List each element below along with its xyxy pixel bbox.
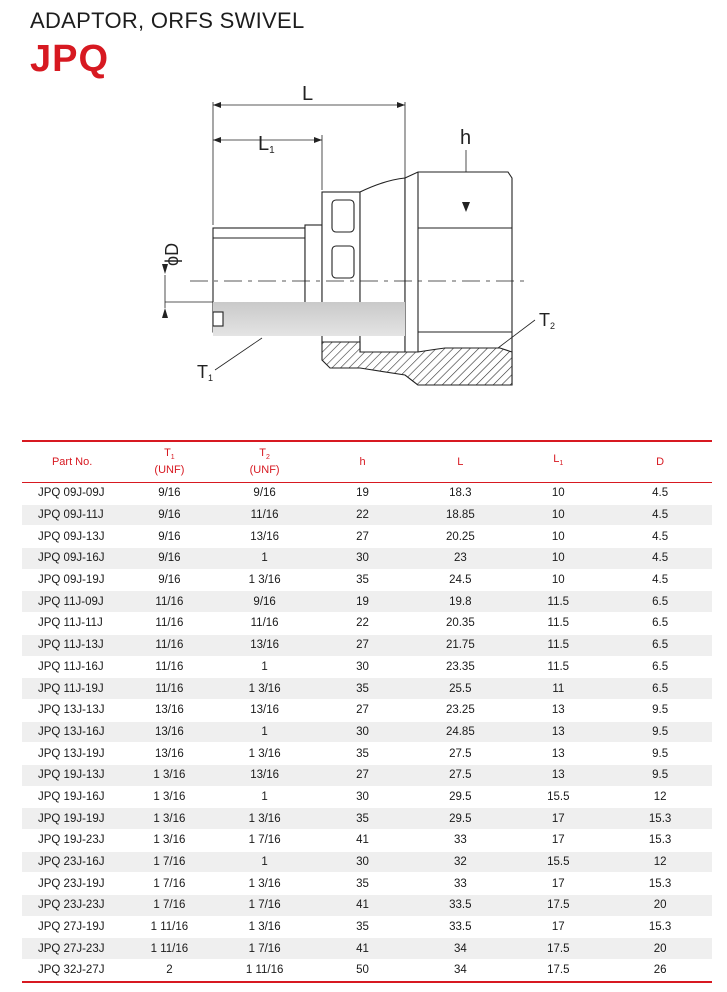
table-cell: JPQ 13J-16J — [22, 721, 122, 743]
table-cell: 11.5 — [508, 634, 608, 656]
table-cell: 1 7/16 — [122, 873, 216, 895]
table-cell: 22 — [313, 613, 413, 635]
col-d: D — [608, 441, 712, 483]
col-t1: $T_1$ (UNF) — [122, 441, 216, 483]
table-cell: 20.25 — [412, 526, 508, 548]
product-subtitle: ADAPTOR, ORFS SWIVEL — [30, 8, 305, 33]
table-cell: 32 — [412, 851, 508, 873]
table-cell: 50 — [313, 960, 413, 982]
table-cell: 24.85 — [412, 721, 508, 743]
table-cell: 4.5 — [608, 483, 712, 505]
table-cell: 15.5 — [508, 851, 608, 873]
table-cell: 30 — [313, 851, 413, 873]
table-cell: 19 — [313, 591, 413, 613]
table-cell: 20 — [608, 895, 712, 917]
table-cell: 6.5 — [608, 613, 712, 635]
table-cell: 35 — [313, 808, 413, 830]
table-cell: 6.5 — [608, 678, 712, 700]
table-cell: 29.5 — [412, 808, 508, 830]
table-cell: 1 7/16 — [122, 895, 216, 917]
label-D: ϕD — [162, 242, 182, 266]
table-cell: 4.5 — [608, 548, 712, 570]
table-cell: 9/16 — [122, 483, 216, 505]
table-cell: 1 3/16 — [217, 743, 313, 765]
table-cell: JPQ 19J-13J — [22, 764, 122, 786]
table-cell: 9/16 — [122, 504, 216, 526]
table-cell: 23.25 — [412, 699, 508, 721]
col-l: L — [412, 441, 508, 483]
table-row — [22, 699, 712, 721]
table-cell: 11/16 — [122, 591, 216, 613]
table-cell: 1 — [217, 786, 313, 808]
table-cell: 13 — [508, 721, 608, 743]
table-cell: 23 — [412, 548, 508, 570]
table-cell: 19 — [313, 483, 413, 505]
table-row — [22, 916, 712, 938]
table-cell: 1 — [217, 548, 313, 570]
label-L1: L1 — [258, 133, 275, 156]
table-cell: 9.5 — [608, 721, 712, 743]
table-cell: 33.5 — [412, 895, 508, 917]
table-cell: JPQ 09J-11J — [22, 504, 122, 526]
table-row — [22, 634, 712, 656]
table-cell: 6.5 — [608, 634, 712, 656]
table-cell: 27 — [313, 634, 413, 656]
table-cell: 11/16 — [217, 613, 313, 635]
table-cell: JPQ 09J-13J — [22, 526, 122, 548]
table-row — [22, 938, 712, 960]
table-cell: 11.5 — [508, 591, 608, 613]
col-part-no: Part No. — [22, 441, 122, 483]
table-cell: 11/16 — [122, 613, 216, 635]
table-cell: 13 — [508, 699, 608, 721]
table-cell: 9.5 — [608, 743, 712, 765]
table-row — [22, 830, 712, 852]
specification-table — [22, 440, 712, 983]
table-cell: 1 3/16 — [217, 916, 313, 938]
table-cell: 13 — [508, 743, 608, 765]
table-row — [22, 591, 712, 613]
table-row — [22, 721, 712, 743]
table-row — [22, 569, 712, 591]
table-cell: 9.5 — [608, 699, 712, 721]
technical-drawing — [0, 80, 727, 420]
table-cell: 1 11/16 — [122, 916, 216, 938]
table-row — [22, 764, 712, 786]
table-row — [22, 526, 712, 548]
table-cell: JPQ 11J-16J — [22, 656, 122, 678]
table-cell: JPQ 23J-19J — [22, 873, 122, 895]
table-cell: 10 — [508, 483, 608, 505]
table-cell: 24.5 — [412, 569, 508, 591]
table-cell: 19.8 — [412, 591, 508, 613]
table-row — [22, 678, 712, 700]
table-cell: 9/16 — [122, 569, 216, 591]
table-cell: JPQ 27J-23J — [22, 938, 122, 960]
table-cell: 10 — [508, 526, 608, 548]
table-cell: 21.75 — [412, 634, 508, 656]
table-cell: 15.3 — [608, 830, 712, 852]
table-row — [22, 504, 712, 526]
table-cell: 25.5 — [412, 678, 508, 700]
table-cell: 27 — [313, 764, 413, 786]
table-cell: 12 — [608, 786, 712, 808]
table-cell: 20 — [608, 938, 712, 960]
table-cell: 13/16 — [217, 526, 313, 548]
table-cell: 29.5 — [412, 786, 508, 808]
table-cell: 35 — [313, 743, 413, 765]
table-cell: 15.3 — [608, 916, 712, 938]
table-cell: 33 — [412, 873, 508, 895]
table-cell: 1 7/16 — [217, 895, 313, 917]
table-cell: JPQ 23J-23J — [22, 895, 122, 917]
table-cell: 1 3/16 — [122, 830, 216, 852]
table-row — [22, 786, 712, 808]
table-cell: 17 — [508, 830, 608, 852]
table-cell: JPQ 11J-09J — [22, 591, 122, 613]
table-cell: 11/16 — [122, 634, 216, 656]
table-cell: 6.5 — [608, 656, 712, 678]
table-cell: 17 — [508, 808, 608, 830]
table-cell: 9/16 — [122, 526, 216, 548]
table-cell: JPQ 09J-19J — [22, 569, 122, 591]
table-cell: 17.5 — [508, 960, 608, 982]
table-cell: 17 — [508, 916, 608, 938]
table-cell: 30 — [313, 656, 413, 678]
table-cell: 27.5 — [412, 764, 508, 786]
table-cell: 6.5 — [608, 591, 712, 613]
col-h: h — [313, 441, 413, 483]
col-t2: $T_2$ (UNF) — [217, 441, 313, 483]
table-cell: 10 — [508, 504, 608, 526]
table-cell: 1 7/16 — [217, 830, 313, 852]
table-cell: 20.35 — [412, 613, 508, 635]
table-row — [22, 873, 712, 895]
table-cell: 1 3/16 — [122, 808, 216, 830]
table-row — [22, 960, 712, 982]
table-cell: 1 3/16 — [217, 678, 313, 700]
table-cell: 13/16 — [217, 699, 313, 721]
table-cell: JPQ 09J-09J — [22, 483, 122, 505]
table-cell: JPQ 09J-16J — [22, 548, 122, 570]
table-cell: 18.85 — [412, 504, 508, 526]
table-cell: 10 — [508, 548, 608, 570]
table-cell: 41 — [313, 895, 413, 917]
table-cell: 1 3/16 — [217, 808, 313, 830]
table-cell: JPQ 27J-19J — [22, 916, 122, 938]
table-cell: 11/16 — [217, 504, 313, 526]
table-row — [22, 808, 712, 830]
table-cell: 9/16 — [217, 591, 313, 613]
table-cell: 1 7/16 — [122, 851, 216, 873]
table-cell: 22 — [313, 504, 413, 526]
table-cell: 1 — [217, 851, 313, 873]
table-cell: 27.5 — [412, 743, 508, 765]
table-cell: 33 — [412, 830, 508, 852]
table-cell: JPQ 19J-16J — [22, 786, 122, 808]
table-cell: 17.5 — [508, 938, 608, 960]
table-cell: 35 — [313, 678, 413, 700]
table-cell: 33.5 — [412, 916, 508, 938]
table-cell: 27 — [313, 699, 413, 721]
table-cell: 1 11/16 — [217, 960, 313, 982]
table-cell: 4.5 — [608, 569, 712, 591]
table-cell: 13 — [508, 764, 608, 786]
table-cell: 1 3/16 — [122, 786, 216, 808]
table-cell: 4.5 — [608, 504, 712, 526]
table-cell: 11/16 — [122, 656, 216, 678]
label-L: L — [302, 83, 314, 105]
table-cell: 11.5 — [508, 613, 608, 635]
table-header-row — [22, 441, 712, 483]
table-cell: 13/16 — [122, 743, 216, 765]
table-cell: 2 — [122, 960, 216, 982]
table-cell: 1 7/16 — [217, 938, 313, 960]
table-cell: 35 — [313, 916, 413, 938]
table-cell: 9/16 — [122, 548, 216, 570]
table-cell: 34 — [412, 938, 508, 960]
label-T2: T2 — [539, 310, 556, 331]
table-body — [22, 483, 712, 982]
table-cell: 18.3 — [412, 483, 508, 505]
table-cell: 10 — [508, 569, 608, 591]
table-row — [22, 656, 712, 678]
table-cell: 35 — [313, 569, 413, 591]
table-cell: 35 — [313, 873, 413, 895]
table-cell: 9/16 — [217, 483, 313, 505]
table-cell: JPQ 11J-11J — [22, 613, 122, 635]
product-title: JPQ — [30, 38, 110, 80]
table-cell: 41 — [313, 938, 413, 960]
table-cell: 4.5 — [608, 526, 712, 548]
table-row — [22, 613, 712, 635]
table-cell: 30 — [313, 548, 413, 570]
table-cell: 1 — [217, 721, 313, 743]
table-cell: 41 — [313, 830, 413, 852]
col-l1: $L_1$ — [508, 441, 608, 483]
table-cell: 17.5 — [508, 895, 608, 917]
table-cell: 30 — [313, 786, 413, 808]
table-cell: 11.5 — [508, 656, 608, 678]
table-row — [22, 548, 712, 570]
table-cell: JPQ 23J-16J — [22, 851, 122, 873]
table-cell: 11 — [508, 678, 608, 700]
table-cell: JPQ 13J-13J — [22, 699, 122, 721]
table-cell: 1 11/16 — [122, 938, 216, 960]
table-cell: 26 — [608, 960, 712, 982]
table-cell: JPQ 19J-19J — [22, 808, 122, 830]
table-cell: 34 — [412, 960, 508, 982]
table-cell: JPQ 32J-27J — [22, 960, 122, 982]
label-h: h — [460, 127, 472, 149]
table-cell: 12 — [608, 851, 712, 873]
table-cell: 15.5 — [508, 786, 608, 808]
table-cell: 13/16 — [217, 634, 313, 656]
table-cell: JPQ 13J-19J — [22, 743, 122, 765]
table-cell: 15.3 — [608, 873, 712, 895]
table-cell: JPQ 11J-19J — [22, 678, 122, 700]
table-cell: 17 — [508, 873, 608, 895]
table-row — [22, 743, 712, 765]
table-cell: 1 3/16 — [217, 873, 313, 895]
table-cell: 15.3 — [608, 808, 712, 830]
table-row — [22, 851, 712, 873]
table-cell: JPQ 19J-23J — [22, 830, 122, 852]
table-cell: 30 — [313, 721, 413, 743]
table-cell: 13/16 — [122, 699, 216, 721]
table-cell: 1 — [217, 656, 313, 678]
table-cell: JPQ 11J-13J — [22, 634, 122, 656]
table-row — [22, 895, 712, 917]
table-cell: 9.5 — [608, 764, 712, 786]
table-cell: 11/16 — [122, 678, 216, 700]
table-cell: 27 — [313, 526, 413, 548]
table-cell: 23.35 — [412, 656, 508, 678]
table-cell: 1 3/16 — [122, 764, 216, 786]
label-T1: T1 — [197, 362, 214, 383]
table-cell: 1 3/16 — [217, 569, 313, 591]
table-row — [22, 483, 712, 505]
table-cell: 13/16 — [122, 721, 216, 743]
table-cell: 13/16 — [217, 764, 313, 786]
